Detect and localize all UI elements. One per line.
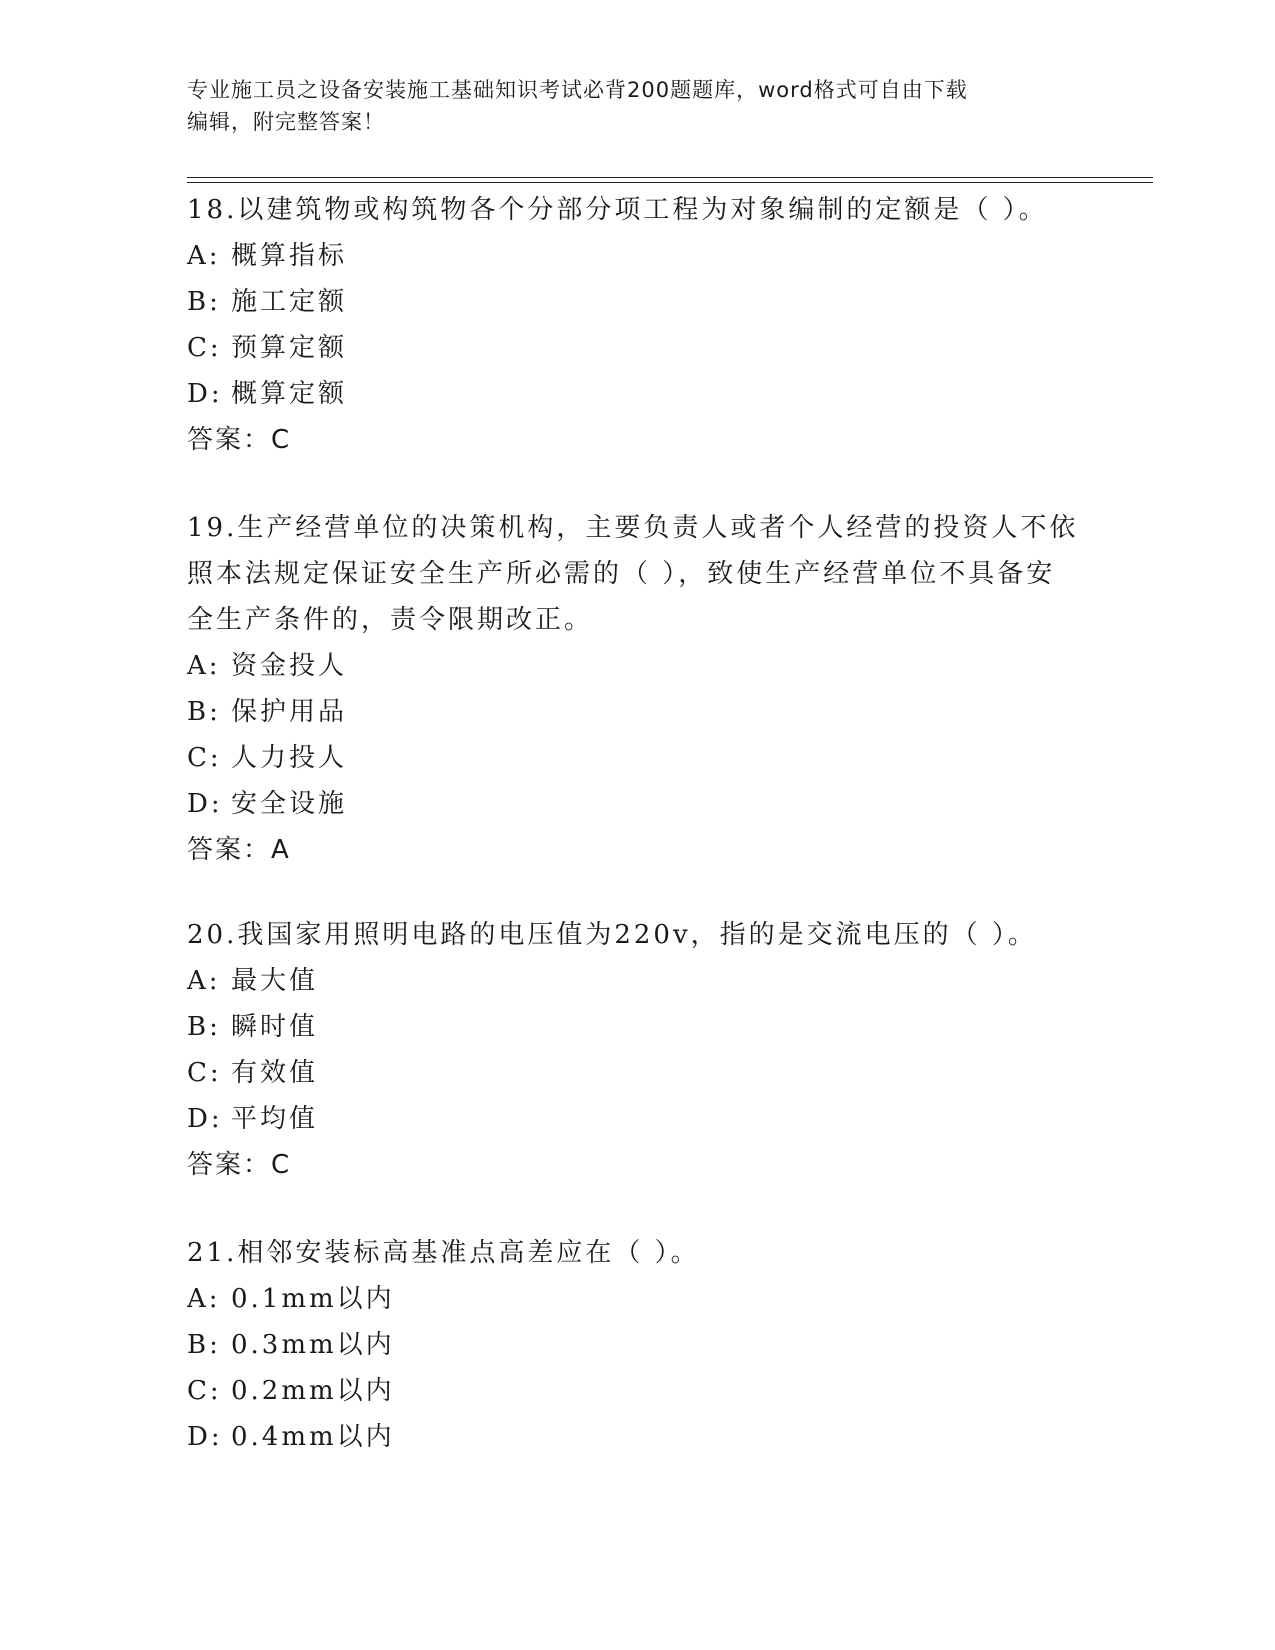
answer: 答案：A: [187, 835, 291, 865]
option-b: B: 0.3mm以内: [187, 1330, 395, 1360]
question-stem: 20.我国家用照明电路的电压值为220v，指的是交流电压的（ ）。: [187, 920, 1037, 950]
option-c: C: 预算定额: [187, 333, 348, 363]
header-line-1: 专业施工员之设备安装施工基础知识考试必背200题题库，word格式可自由下载: [187, 78, 968, 102]
question-stem-line-3: 全生产条件的，责令限期改正。: [187, 605, 594, 635]
option-d: D: 平均值: [187, 1104, 319, 1134]
option-d: D: 安全设施: [187, 789, 348, 819]
question-21: [187, 1230, 1087, 1460]
answer: 答案：C: [187, 1150, 292, 1180]
question-18: [187, 187, 1087, 463]
option-d: D: 0.4mm以内: [187, 1422, 395, 1452]
option-a: A: 0.1mm以内: [187, 1284, 395, 1314]
option-a: A: 最大值: [187, 966, 319, 996]
question-19: [187, 505, 1087, 873]
header-line-2: 编辑，附完整答案！: [187, 110, 385, 134]
option-b: B: 施工定额: [187, 287, 348, 317]
option-a: A: 概算指标: [187, 241, 348, 271]
question-stem-line-2: 照本法规定保证安全生产所必需的（ ），致使生产经营单位不具备安: [187, 559, 1056, 589]
option-d: D: 概算定额: [187, 379, 348, 409]
option-c: C: 有效值: [187, 1058, 319, 1088]
option-c: C: 0.2mm以内: [187, 1376, 395, 1406]
question-stem: 18.以建筑物或构筑物各个分部分项工程为对象编制的定额是（ ）。: [187, 195, 1048, 225]
option-a: A: 资金投人: [187, 651, 348, 681]
option-c: C: 人力投人: [187, 743, 348, 773]
option-b: B: 瞬时值: [187, 1012, 319, 1042]
answer: 答案：C: [187, 425, 292, 455]
question-stem: 21.相邻安装标高基准点高差应在（ ）。: [187, 1238, 700, 1268]
question-20: [187, 912, 1087, 1188]
option-b: B: 保护用品: [187, 697, 348, 727]
document-header: [187, 74, 1077, 138]
question-stem-line-1: 19.生产经营单位的决策机构，主要负责人或者个人经营的投资人不依: [187, 513, 1079, 543]
header-divider-top: [187, 177, 1153, 178]
header-divider-bottom: [187, 182, 1153, 183]
